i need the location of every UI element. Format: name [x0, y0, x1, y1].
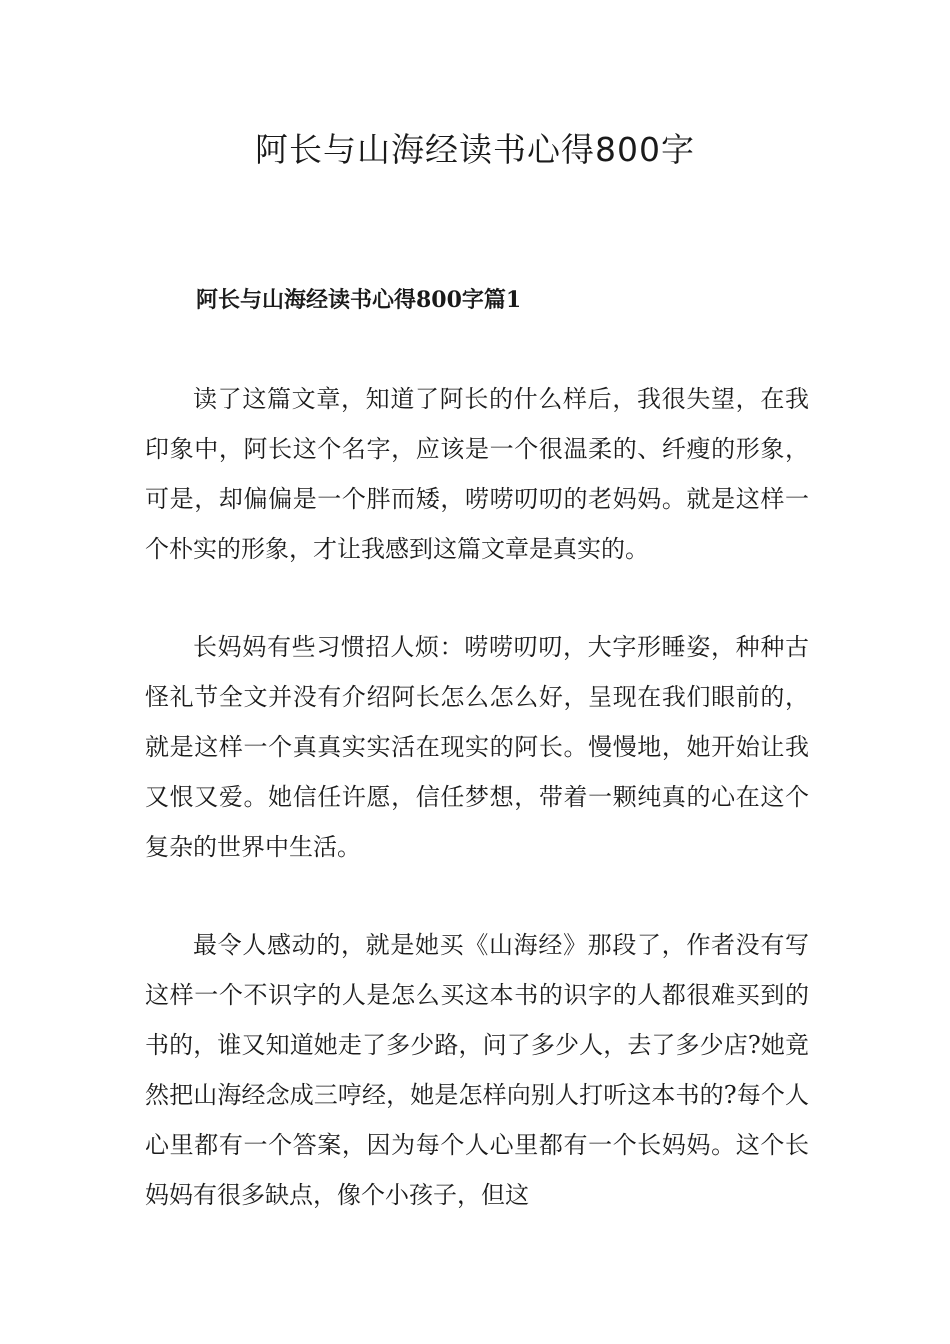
document-title: 阿长与山海经读书心得800字 [255, 130, 695, 169]
paragraph-3: 最令人感动的，就是她买《山海经》那段了，作者没有写这样一个不识字的人是怎么买这本书的识字的人都很难买到的书的，谁又知道她走了多少路，问了多少人，去了多少店?她竟然把山海经念成三哼经，她是怎样向别人打听这本书的?每个人心里都有一个答案，因为每个人心里都有一个长妈妈。这个长妈妈有很多缺点，像个小孩子，但这 [145, 931, 809, 1209]
section-heading: 阿长与山海经读书心得800字篇1 [196, 287, 522, 313]
paragraph-2: 长妈妈有些习惯招人烦：唠唠叨叨，大字形睡姿，种种古怪礼节全文并没有介绍阿长怎么怎么好，呈现在我们眼前的，就是这样一个真真实实活在现实的阿长。慢慢地，她开始让我又恨又爱。她信任许愿，信任梦想，带着一颗纯真的心在这个复杂的世界中生活。 [145, 633, 809, 861]
paragraph-1: 读了这篇文章，知道了阿长的什么样后，我很失望，在我印象中，阿长这个名字，应该是一个很温柔的、纤瘦的形象，可是，却偏偏是一个胖而矮，唠唠叨叨的老妈妈。就是这样一个朴实的形象，才让我感到这篇文章是真实的。 [145, 385, 809, 563]
